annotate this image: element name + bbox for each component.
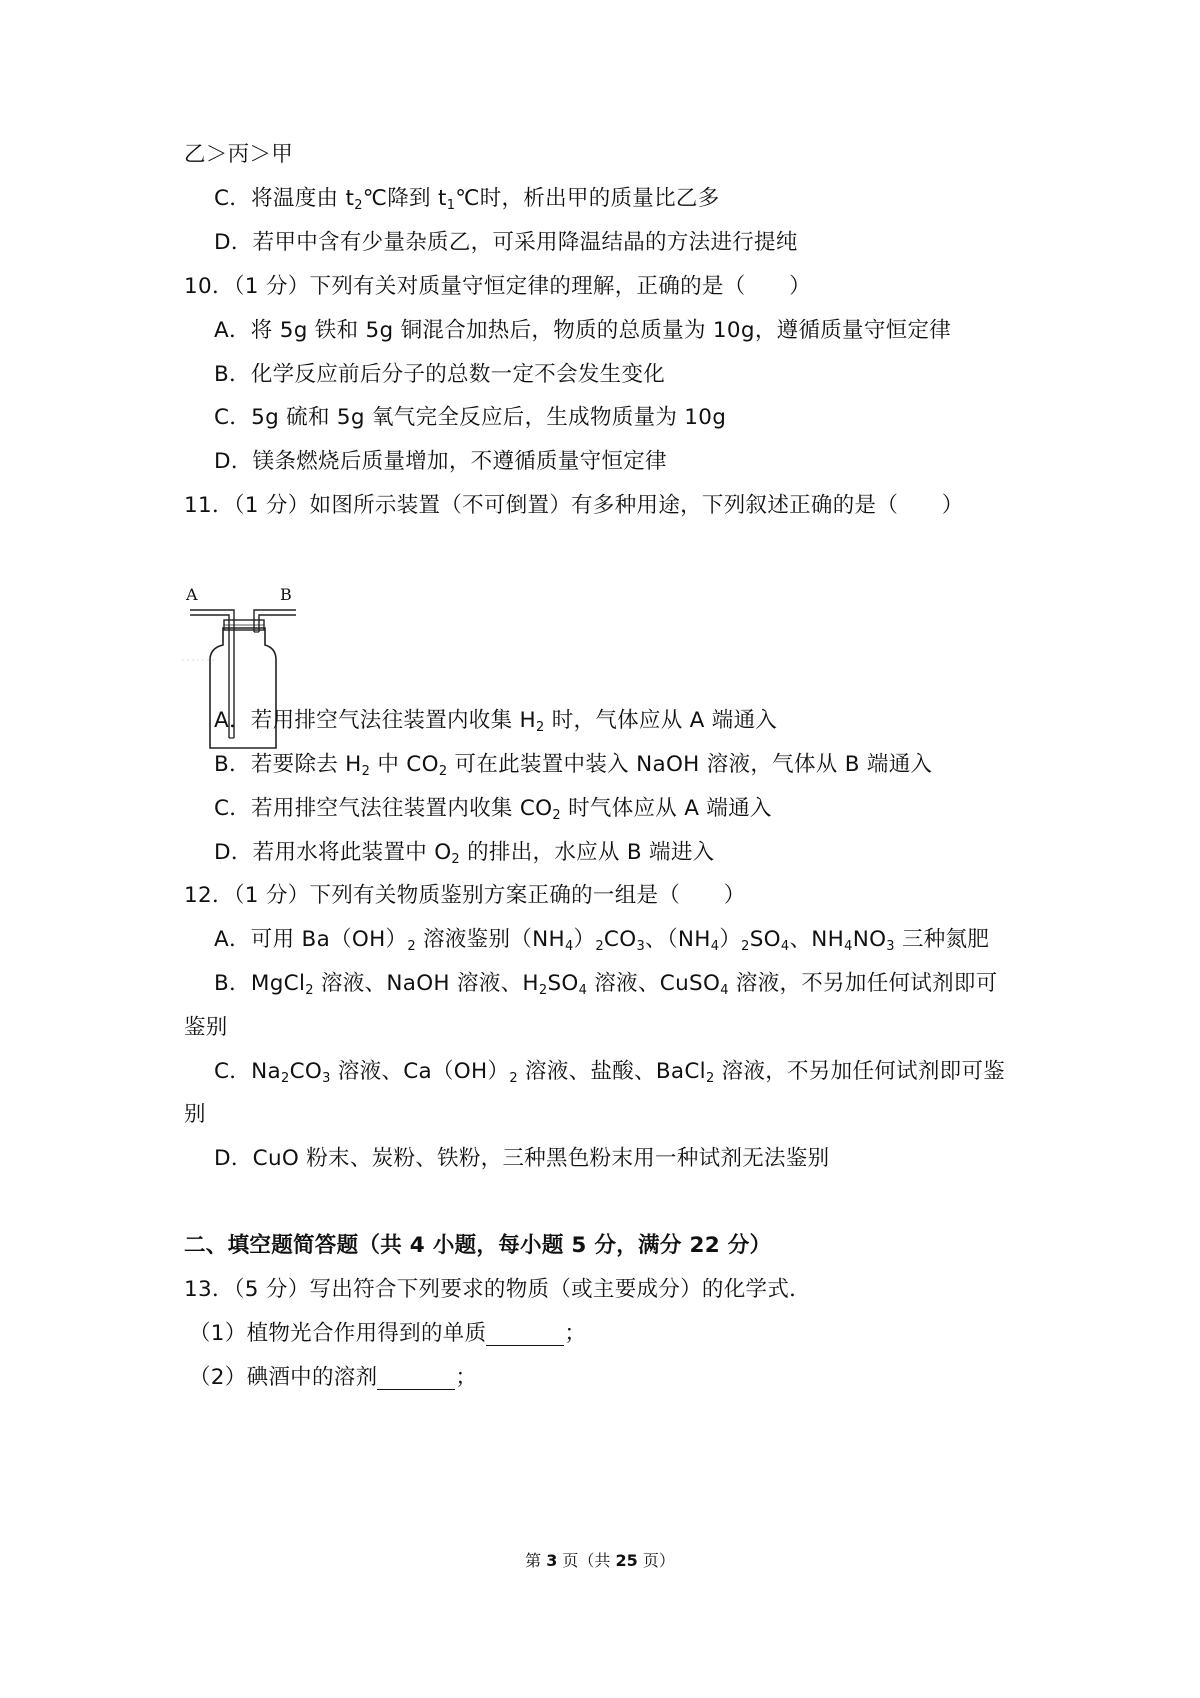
text: 中 CO (370, 752, 439, 777)
answer-blank[interactable] (486, 1321, 564, 1346)
subscript: 1 (446, 198, 456, 213)
text: SO (749, 927, 781, 952)
text: ； (455, 1365, 478, 1390)
figure-label-a: A (186, 585, 198, 604)
text: D．CuO 粉末、炭粉、铁粉，三种黑色粉末用一种试剂无法鉴别 (214, 1146, 830, 1171)
text: 溶液鉴别（NH (415, 927, 565, 952)
text: D．镁条燃烧后质量增加，不遵循质量守恒定律 (214, 449, 667, 474)
subscript: 2 (451, 852, 460, 867)
subscript: 2 (552, 808, 561, 823)
q12-option-b-continuation (184, 1013, 228, 1043)
text: B．化学反应前后分子的总数一定不会发生变化 (214, 362, 666, 387)
q9-option-b-continuation (184, 140, 293, 170)
text: 溶液，不另加任何试剂即可鉴 (714, 1059, 1006, 1084)
q12-option-c (214, 1057, 1005, 1087)
subscript: 3 (322, 1071, 331, 1086)
text: B．若要除去 H (214, 752, 362, 777)
subscript: 2 (280, 1071, 290, 1086)
q11-option-d (214, 838, 714, 868)
total-pages: 25 (615, 1551, 638, 1570)
q10-option-d (214, 447, 667, 477)
q12-option-c-continuation (184, 1100, 206, 1130)
text: 二、填空题简答题（共 4 小题，每小题 5 分，满分 22 分） (184, 1233, 772, 1258)
q9-option-d (214, 228, 798, 258)
text: ） (719, 927, 742, 952)
subscript: 2 (741, 939, 750, 954)
subscript: 4 (578, 983, 588, 998)
text: （2）碘酒中的溶剂 (189, 1365, 378, 1390)
q10-option-b (214, 360, 665, 390)
page-number: 3 (546, 1551, 558, 1570)
q13-part-2 (189, 1363, 477, 1393)
subscript: 2 (705, 1071, 715, 1086)
subscript: 2 (354, 198, 363, 213)
subscript: 2 (538, 983, 548, 998)
q13-stem (184, 1275, 811, 1305)
text: 页） (642, 1551, 675, 1570)
q11-option-a (214, 706, 777, 736)
answer-blank[interactable] (377, 1365, 455, 1390)
q10-option-c (214, 403, 726, 433)
text: 、NH (789, 927, 845, 952)
text: C．Na (214, 1059, 281, 1084)
text: 可在此装置中装入 NaOH 溶液，气体从 B 端通入 (447, 752, 933, 777)
subscript: 2 (305, 983, 314, 998)
text: 乙＞丙＞甲 (184, 142, 294, 167)
q13-part-1 (189, 1319, 586, 1349)
section-heading (184, 1231, 771, 1261)
text: C．5g 硫和 5g 氧气完全反应后，生成物质量为 10g (214, 405, 727, 430)
q10-option-a (214, 316, 951, 346)
text: 溶液、Ca（OH） (330, 1059, 510, 1084)
text: 第 (525, 1551, 542, 1570)
subscript: 4 (564, 939, 574, 954)
subscript: 3 (886, 939, 895, 954)
text: 13．（5 分）写出符合下列要求的物质（或主要成分）的化学式． (184, 1277, 811, 1302)
q11-stem (184, 491, 964, 521)
q10-stem (184, 272, 811, 302)
text: 别 (184, 1102, 206, 1127)
text: 、（NH (645, 927, 711, 952)
text: A．若用排空气法往装置内收集 H (214, 708, 537, 733)
subscript: 2 (407, 939, 416, 954)
text: 的排出，水应从 B 端进入 (460, 840, 715, 865)
text: ℃时，析出甲的质量比乙多 (455, 186, 720, 211)
text: 10．（1 分）下列有关对质量守恒定律的理解，正确的是（ ） (184, 274, 811, 299)
text: A．将 5g 铁和 5g 铜混合加热后，物质的总质量为 10g，遵循质量守恒定律 (214, 318, 952, 343)
text: 溶液、CuSO (587, 971, 721, 996)
text: C．若用排空气法往装置内收集 CO (214, 796, 553, 821)
text: ℃降到 t (362, 186, 447, 211)
text: NO (852, 927, 887, 952)
text: D．若用水将此装置中 O (214, 840, 452, 865)
text: （1）植物光合作用得到的单质 (189, 1321, 487, 1346)
text: ； (564, 1321, 587, 1346)
text: 溶液，不另加任何试剂即可 (728, 971, 998, 996)
q9-option-c (214, 184, 720, 214)
text: 页（共 (562, 1551, 611, 1570)
subscript: 4 (844, 939, 853, 954)
text: SO (547, 971, 579, 996)
q11-option-b (214, 750, 932, 780)
text: 鉴别 (184, 1015, 228, 1040)
q12-stem (184, 881, 746, 911)
text: A．可用 Ba（OH） (214, 927, 408, 952)
text: 三种氮肥 (894, 927, 990, 952)
q12-option-a (214, 925, 989, 955)
text: ） (573, 927, 596, 952)
text: 溶液、盐酸、BaCl (517, 1059, 706, 1084)
text: D．若甲中含有少量杂质乙，可采用降温结晶的方法进行提纯 (214, 230, 798, 255)
subscript: 2 (509, 1071, 518, 1086)
text: C．将温度由 t (214, 186, 355, 211)
text: CO (603, 927, 637, 952)
text: CO (289, 1059, 323, 1084)
q11-option-c (214, 794, 772, 824)
subscript: 4 (720, 983, 729, 998)
text: 溶液、NaOH 溶液、H (313, 971, 539, 996)
subscript: 2 (536, 720, 545, 735)
subscript: 4 (710, 939, 720, 954)
subscript: 2 (361, 764, 371, 779)
page-footer (0, 1548, 1200, 1571)
subscript: 3 (636, 939, 646, 954)
text: 时，气体应从 A 端通入 (544, 708, 778, 733)
text: 11．（1 分）如图所示装置（不可倒置）有多种用途，下列叙述正确的是（ ） (184, 493, 964, 518)
figure-label-b: B (280, 585, 292, 604)
subscript: 2 (595, 939, 604, 954)
text: B．MgCl (214, 971, 306, 996)
text: 时气体应从 A 端通入 (560, 796, 772, 821)
subscript: 2 (438, 764, 448, 779)
subscript: 4 (780, 939, 790, 954)
q12-option-b (214, 969, 998, 999)
q12-option-d (214, 1144, 829, 1174)
text: 12．（1 分）下列有关物质鉴别方案正确的一组是（ ） (184, 883, 746, 908)
